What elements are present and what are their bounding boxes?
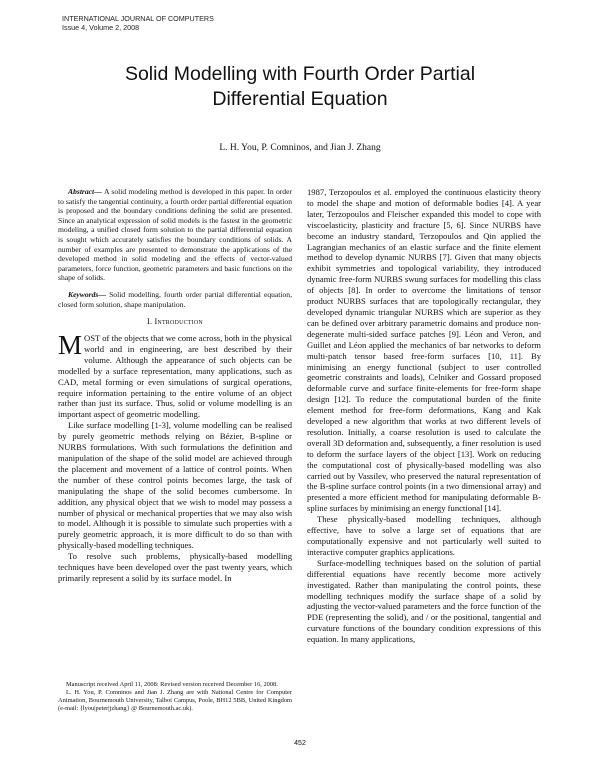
right-paragraph-1: 1987, Terzopoulos et al. employed the continuous elasticity theory to model the shape and motion of deformable bodies [4]. A year later, Terzopoulos and Fleischer expanded this model to cope with viscoelasticity, plasticity and fracture [5, 6]. Since NURBS have become an industry standard, Terzopoulos and Qin applied the Lagrangian mechanics of an elastic surface and the finite element method to develop dynamic NURBS [7]. Given that many objects exhibit symmetries and topological variability, they introduced dynamic free-form NURBS swung surfaces for modelling this class of objects [8]. In order to overcome the limitations of tensor product NURBS surfaces that are topologically rectangular, they developed dynamic triangular NURBS which are superior as they can be defined over arbitrary parametric domains and produce non-degenerate multi-sided surface patches [9]. Léon and Veron, and Guillet and Léon applied the mechanics of bar networks to deform multi-patch tensor based free-form surfaces [10, 11]. By minimising an energy functional (subject to user controlled geometric constraints and loads), Celniker and Gossard proposed deformable curve and surface finite-elements for free-form shape design [12]. To reduce the computational burden of the finite element method for free-form deformations, Kang and Kak developed a new algorithm that works at two different levels of resolution. Initially, a coarse resolution is used to calculate the overall 3D deformation and, subsequently, a finer resolution is used to deform the surface layers of the object [13]. Work on reducing the computational cost of physically-based modelling was also carried out by Vassilev, who preserved the natural representation of the B-spline surface control points (in a two dimensional array) and presented a more efficient method for manipulating deformable B-spline surfaces by minimising an energy functional [14]. — [307, 187, 541, 514]
introduction-left-text — [58, 330, 292, 584]
right-paragraph-3: Surface-modelling techniques based on the solution of partial differential equations have recently become more actively investigated. Rather than manipulating the control points, these modelling techniques modify the surface shape of a solid by adjusting the vector-valued parameters and the force function of the PDE (representing the solid), and / or the positional, tangential and curvature functions of the boundary condition expressions of this equation. In many applications, — [307, 557, 541, 645]
paper-title-line-2: Differential Equation — [212, 88, 388, 110]
footnote-affiliation: L. H. You, P. Comninos and Jian J. Zhang are with National Centre for Computer Animation, Bournemouth University, Talbot Campus, Poole, BH12 5BB, United Kingdom (e-mail: {lyou|peter|jzhang} @ Bournemouth.ac.uk). — [58, 689, 292, 713]
author-list: L. H. You, P. Comninos, and Jian J. Zhang — [219, 143, 381, 153]
abstract-label: Abstract — [68, 187, 95, 196]
intro-paragraph-1-text: OST of the objects that we come across, both in the physical world and in engineering, are best described by their volume. Although the appearance of such objects can be modelled by a surface representation, many applications, such as CAD, metal forming or even simulations of surgical operations, require information pertaining to the entire volume of an object rather than just its surface. Thus, solid or volume modelling is an important aspect of geometric modelling. — [58, 333, 292, 420]
footnote-manuscript: Manuscript received April 11, 2008: Revised version received December 16, 2008. — [66, 681, 278, 688]
left-column — [58, 187, 292, 584]
page-number: 452 — [294, 740, 306, 747]
journal-name: INTERNATIONAL JOURNAL OF COMPUTERS — [62, 14, 214, 23]
intro-paragraph-2: Like surface modelling [1-3], volume modelling can be realised by purely geometric methods relying on Bézier, B-spline or NURBS formulations. With such formulations the definition and manipulation of the shape of the solid model are achieved through the placement and movement of a lattice of control points. When the number of these control points becomes large, the task of manipulating the shape of the solid becomes cumbersome. In addition, any physical object that we wish to model may possess a number of physical or mechanical properties that we may also wish to model. Although it is possible to simulate such properties with a purely geometric approach, it is more difficult to do so than with physically-based modelling techniques. — [58, 420, 292, 551]
right-column — [307, 187, 541, 645]
journal-header — [62, 14, 214, 32]
abstract-paragraph — [58, 187, 292, 283]
keywords-paragraph — [58, 290, 292, 309]
keywords-dash: — — [98, 289, 110, 299]
paper-title-line-1: Solid Modelling with Fourth Order Partial — [124, 63, 476, 85]
paper-title — [40, 62, 560, 112]
intro-paragraph-1 — [58, 330, 292, 420]
abstract-block — [58, 187, 292, 283]
keywords-block — [58, 290, 292, 309]
right-paragraph-2: These physically-based modelling techniques, although effective, have to solve a large set of equations that are computationally expensive and not particularly well suited to interactive computer graphics applications. — [307, 514, 541, 557]
footnote — [58, 681, 292, 713]
keywords-text: Solid modelling, fourth order partial differential equation, closed form solution, shape manipulation. — [58, 289, 292, 309]
journal-issue: Issue 4, Volume 2, 2008 — [62, 23, 140, 32]
section-number: I. — [147, 317, 153, 327]
abstract-dash: — — [94, 187, 105, 196]
abstract-text: A solid modeling method is developed in this paper. In order to satisfy the tangential continuity, a fourth order partial differential equation is proposed and the boundary conditions defining the solid are presented. Since an analytical expression of solid models is the fastest in the geometric modeling, a unified closed form solution to the partial differential equation is sought which accurately satisfies the boundary conditions of solids. A number of examples are presented to demonstrate the applications of the developed method in solid modeling and the effects of vector-valued parameters, force function, geometric parameters and basic functions on the shape of solids. — [58, 187, 292, 283]
intro-paragraph-3: To resolve such problems, physically-based modelling techniques have been developed over the past twenty years, which primarily represent a solid by its surface model. In — [58, 551, 292, 583]
drop-cap: M — [58, 330, 83, 361]
keywords-label: Keywords — [68, 289, 99, 299]
section-heading-introduction — [58, 317, 292, 328]
section-title: Introduction — [154, 317, 203, 327]
